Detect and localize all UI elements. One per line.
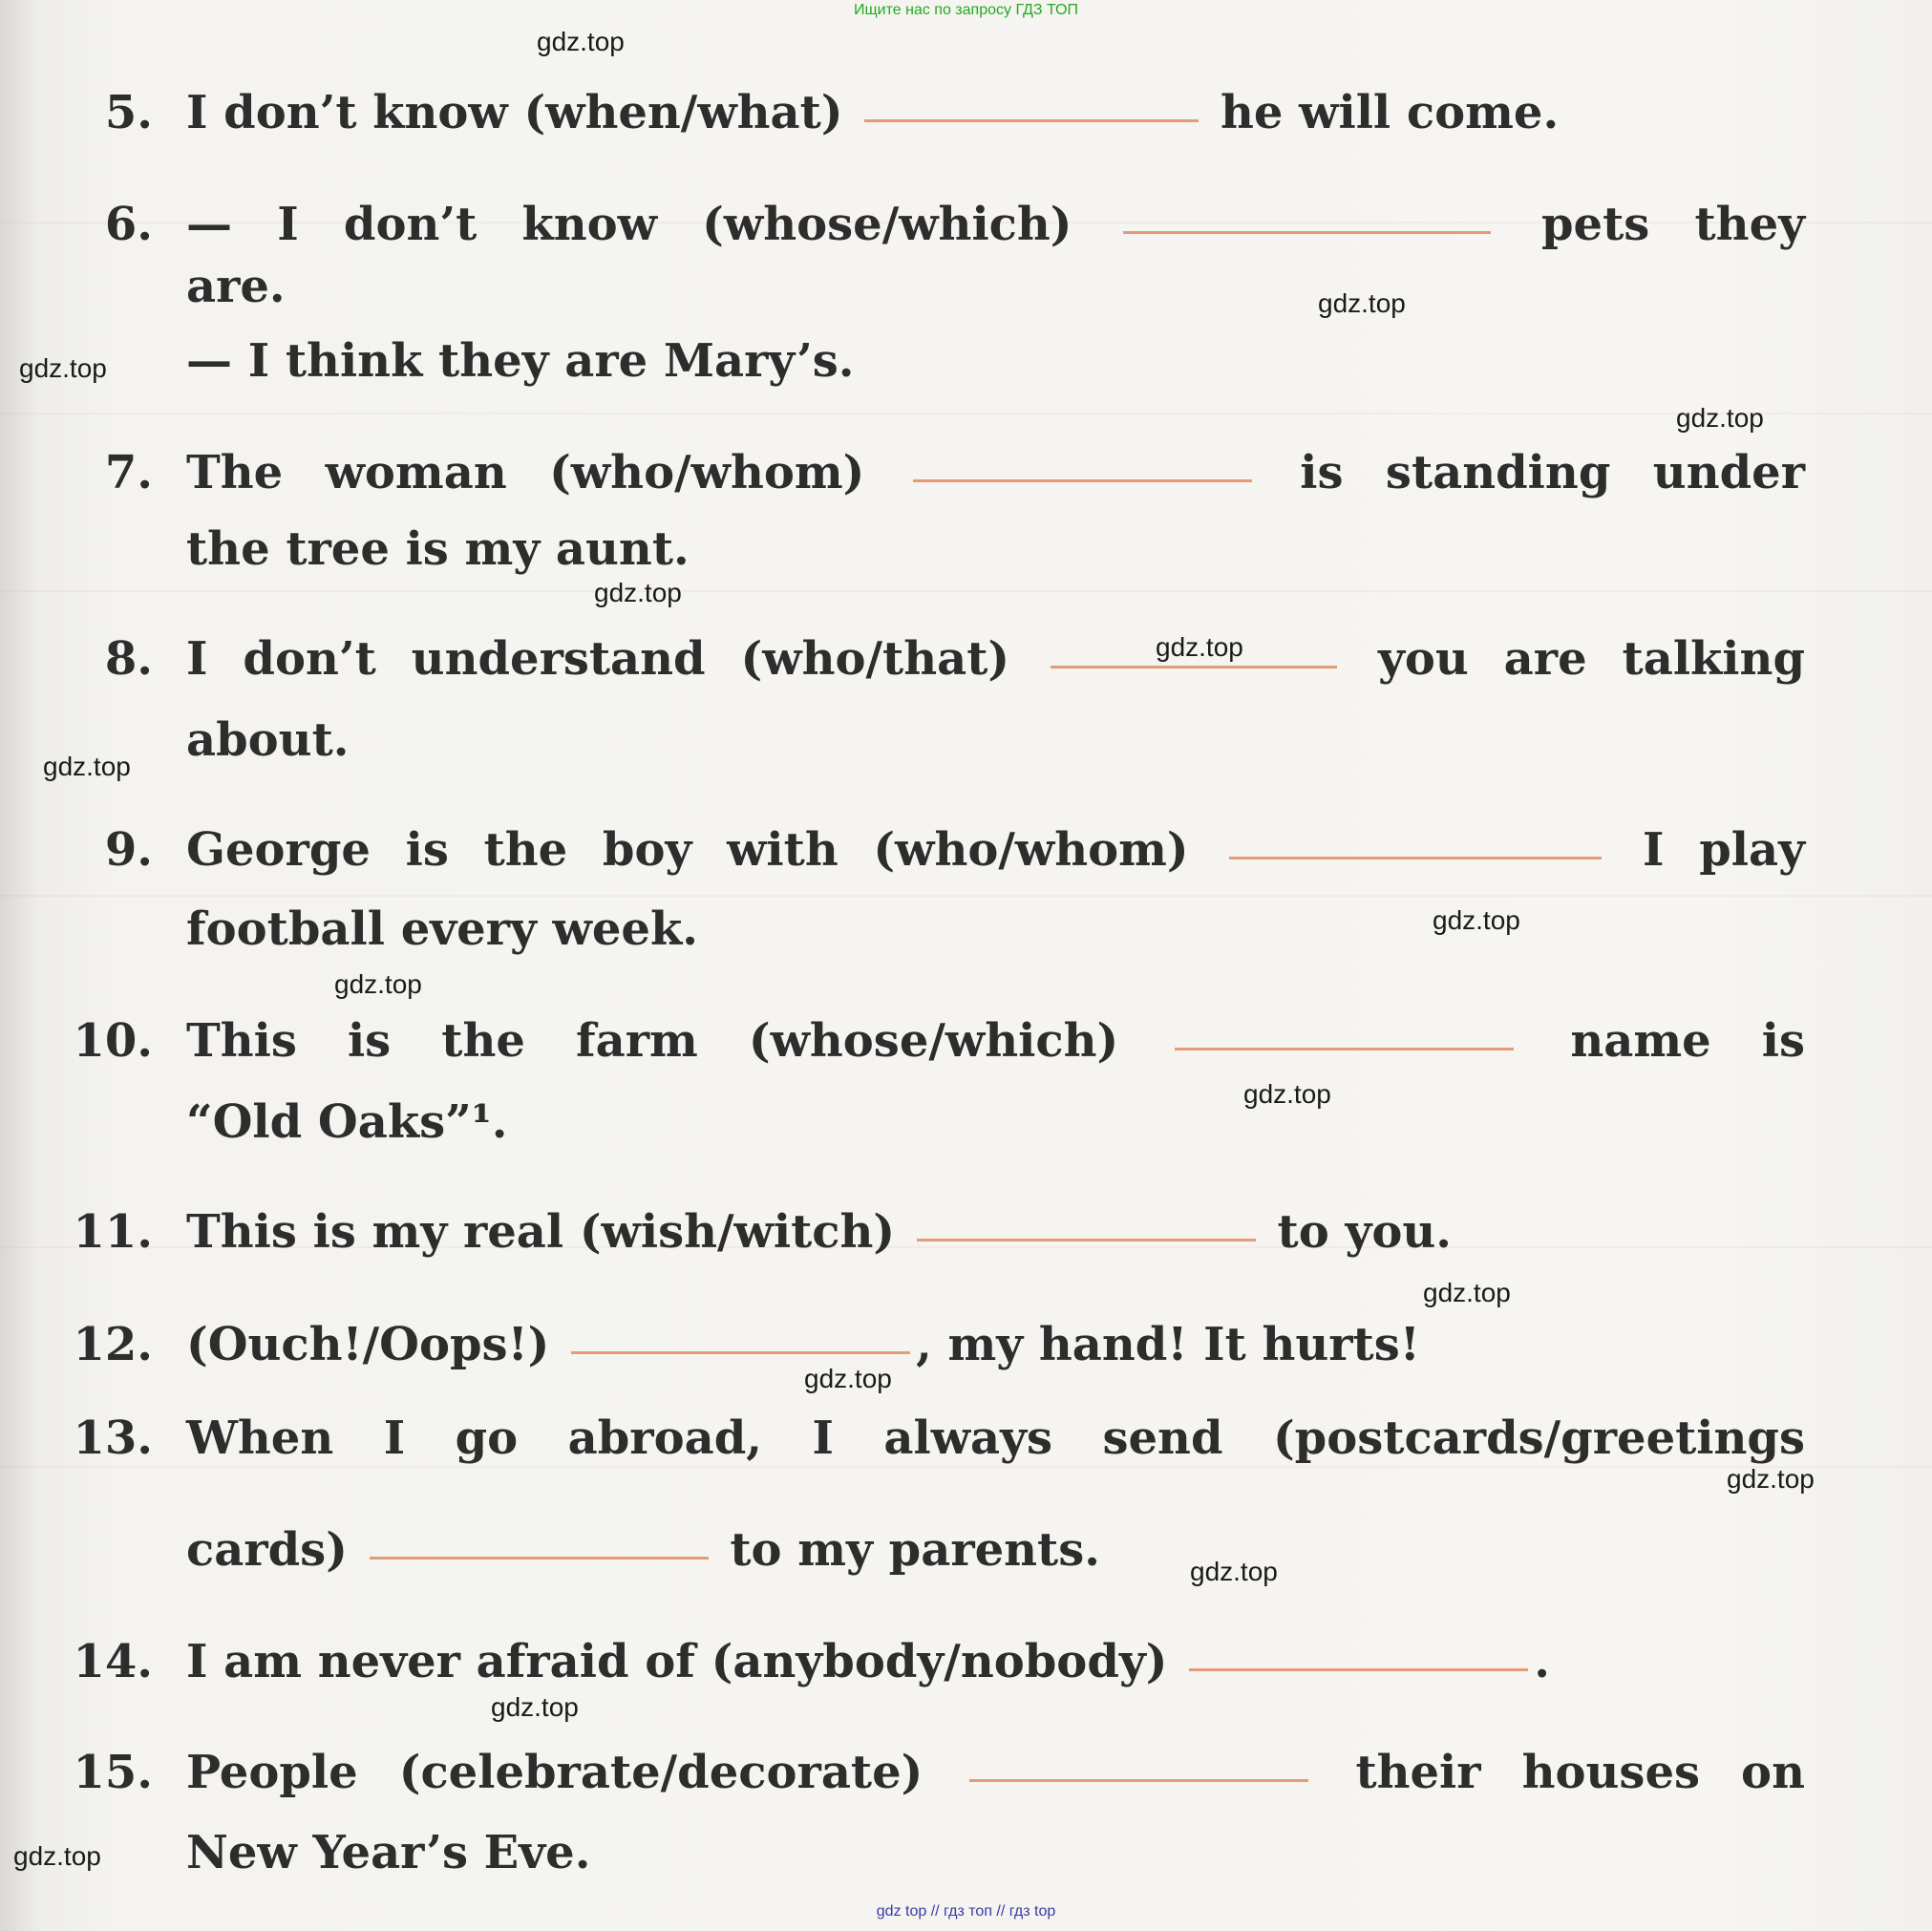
sentence-text: you are talking (1377, 632, 1806, 686)
sentence-text: I don’t know (when/what) (186, 86, 843, 139)
sentence-line: New Year’s Eve. (186, 1826, 591, 1879)
sentence-text: I don’t understand (who/that) (186, 632, 1010, 686)
sentence-line (186, 446, 1805, 499)
watermark: gdz.top (13, 1841, 101, 1871)
sentence-text: name is (1570, 1014, 1805, 1068)
item-number: 12. (73, 1318, 153, 1371)
item-number: 7. (104, 446, 153, 499)
sentence-line (186, 823, 1805, 877)
watermark: gdz.top (594, 578, 682, 607)
item-number: 10. (73, 1014, 153, 1068)
sentence-text: (Ouch!/Oops!) (186, 1318, 550, 1371)
sentence-line: are. (186, 260, 286, 313)
watermark: gdz.top (804, 1364, 892, 1393)
sentence-line (186, 1014, 1805, 1068)
answer-blank[interactable] (1123, 222, 1491, 234)
sentence-line: the tree is my aunt. (186, 522, 690, 576)
sentence-text: George is the boy with (who/whom) (186, 823, 1189, 877)
watermark: gdz.top (1433, 905, 1520, 935)
sentence-text: I play (1643, 823, 1805, 877)
bleed-rule (0, 413, 1932, 414)
sentence-line (186, 632, 1805, 686)
sentence-text: to my parents. (730, 1523, 1100, 1577)
sentence-line (186, 198, 1805, 251)
sentence-text: . (1534, 1635, 1550, 1688)
sentence-text: I am never afraid of (anybody/nobody) (186, 1635, 1168, 1688)
sentence-line (186, 1523, 1100, 1577)
watermark: gdz.top (19, 353, 107, 383)
sentence-text: This is my real (wish/witch) (186, 1205, 896, 1259)
watermark: gdz.top (1243, 1079, 1331, 1109)
top-banner: Ищите нас по запросу ГДЗ ТОП (854, 2, 1078, 18)
answer-blank[interactable] (917, 1229, 1256, 1241)
answer-blank[interactable] (571, 1342, 910, 1354)
sentence-text: People (celebrate/decorate) (186, 1746, 924, 1799)
sentence-line: — I think they are Mary’s. (186, 334, 855, 388)
watermark: gdz.top (1156, 632, 1243, 662)
answer-blank[interactable] (370, 1547, 709, 1560)
sentence-line: about. (186, 713, 350, 767)
sentence-line (186, 1635, 1550, 1688)
bleed-rule (0, 590, 1932, 592)
watermark: gdz.top (537, 27, 625, 56)
item-number: 11. (73, 1205, 153, 1259)
sentence-line (186, 1318, 1420, 1371)
watermark: gdz.top (1423, 1278, 1511, 1307)
sentence-text: , my hand! It hurts! (916, 1318, 1420, 1371)
watermark: gdz.top (43, 752, 131, 781)
sentence-text: — I don’t know (whose/which) (186, 198, 1072, 251)
sentence-text: their houses on (1355, 1746, 1805, 1799)
sentence-line (186, 1205, 1452, 1259)
watermark: gdz.top (1190, 1557, 1278, 1586)
bottom-banner: gdz top // гдз топ // гдз top (876, 1903, 1056, 1920)
answer-blank[interactable] (913, 470, 1252, 482)
answer-blank[interactable] (1189, 1659, 1528, 1671)
sentence-line: When I go abroad, I always send (postcards/greetings (186, 1411, 1805, 1465)
sentence-line (186, 86, 1559, 139)
sentence-text: he will come. (1220, 86, 1560, 139)
item-number: 6. (104, 198, 153, 251)
item-number: 13. (73, 1411, 153, 1465)
sentence-text: to you. (1277, 1205, 1452, 1259)
item-number: 9. (104, 823, 153, 877)
bleed-rule (0, 895, 1932, 897)
watermark: gdz.top (1727, 1464, 1815, 1494)
sentence-text: The woman (who/whom) (186, 446, 865, 499)
watermark: gdz.top (1676, 403, 1764, 433)
answer-blank[interactable] (969, 1770, 1308, 1782)
sentence-line: football every week. (186, 902, 698, 956)
item-number: 14. (73, 1635, 153, 1688)
watermark: gdz.top (334, 969, 422, 999)
sentence-text: This is the farm (whose/which) (186, 1014, 1119, 1068)
watermark: gdz.top (491, 1692, 579, 1722)
bleed-rule (0, 1466, 1932, 1468)
sentence-text: cards) (186, 1523, 348, 1577)
answer-blank[interactable] (864, 110, 1199, 122)
answer-blank[interactable] (1229, 847, 1602, 859)
item-number: 15. (73, 1746, 153, 1799)
sentence-line: “Old Oaks”¹. (186, 1095, 508, 1149)
item-number: 8. (104, 632, 153, 686)
sentence-text: is standing under (1300, 446, 1805, 499)
watermark: gdz.top (1318, 288, 1406, 318)
sentence-text: pets they (1540, 198, 1806, 251)
answer-blank[interactable] (1175, 1038, 1514, 1050)
sentence-line (186, 1746, 1805, 1799)
item-number: 5. (104, 86, 153, 139)
